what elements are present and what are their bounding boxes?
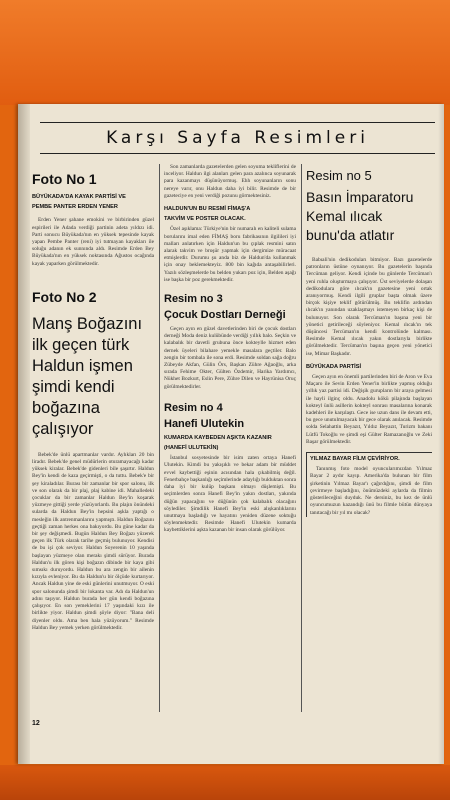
resim4-subheading-1: KUMARDA KAYBEDEN AŞKTA KAZANIR (164, 434, 272, 441)
col2-label-1: HALDUN'UN BU RESMİ FİMAŞ'A (164, 206, 251, 213)
col2-label-2: TAKVİM VE POSTER OLACAK. (164, 216, 246, 223)
yilmaz-bayar-text: Tanınmış foto model oyuncularımızdan Yılmaz Bayar 2 aydır kayıp. Amerika'da bulunan bir film şirketinin Yılmaz Bayar'ı çağırdığını, şimdi de film çevirmeye başladığını, önümüzdeki aylarda da filmin gösterileceğini duyduk. Ne dersiniz, bu kez de ünlü oyuncumuzun kazandığı ünü bu filmle bütün dünyaya tanıtacağı bir yıl mı olacak? (310, 466, 432, 516)
column-middle (164, 164, 296, 734)
resim4-text: İstanbul sosyetesinde bir isim zaten ortaya Hanefi Ulutekin. Kimdi bu yakışıklı ve bekar adam bir müddet evvel kaybettiği eşinin acısından hala çıkabilmiş değil. Fenerbahçe başkanlığı seçimlerinde adaylığı bulduktan sonra daha iyi bir kulüp başkanı olmayı düşlemişti. Bu seçimlerden sonra Hanefi Bey'in yakın dostları, yakında düğün yapacağını ve düğünün çok kalabalık olacağını söylediler. Şimdilik Hanefi Bey'in eski alışkanlıklarını unutmaya başladığı ve hayatını yeniden düzene soktuğu söylenmektedir. Resimde Hanefi Ulutekin kumarda kaybettiklerini aşkta kazanan bir insan olarak görülüyor. (164, 455, 296, 534)
resim5-text-2: Geçen ayın en önemli partilerinden biri de Aron ve Eva Maçaro ile Sevin Erden Yener'in birlikte yapmış olduğu yıllık yaz partisi idi. Değişik gurupların bir araya gelmesi ile hayli ilginç oldu. Anadolu kökü pilajında başlayan kokteyl ünlü asillerin kokteyl sonrası masalarına konarak kadehleri ile karşılaştı. Gece ise uzun dans ile devam etti, bu gece unutulmayacak bir gece olarak anılacak. Resimde solda Selahattin Beyazıt, Yıldız Beyazıt, Turizm bakanı Lütfü Tokoğlu ve şimdi eşi Gülter Ramazanoğlu ve Zeki Başar görülmektedir. (306, 374, 432, 445)
resim3-text: Geçen ayın en güzel davetlerinden biri de çocuk dostları derneği Moda deniz kulübünde verdiği yıllık balo. Seçkin ve kalabalık bir davetli grubuna önce kokteylle hizmet eden dernek üyeleri bilahare yemekle masalara geçtiler. Balo zengin bir tombala ile sona erdi. Resimde soldan sağa doğru Zübeyde Akfan, Gülin Örs, Başkan Zühre Ağaoğlu, arka sırada Fehime Okter, Gülten Özdemir, Harika Yardımcı, Nükhet Bozkurt, Eslin Pere, Zühre Dilen ve Hayrünisa Oruç görülmektedirler. (164, 326, 296, 390)
magazine-page (18, 104, 444, 764)
header-rule-top (40, 122, 435, 123)
resim5-heading: Resim no 5 (306, 168, 372, 183)
foto2-text: Bebek'de ünlü apartmanlar vardır. Aylıkları 20 bin liradır. Bebek'de genel müdürlerin oturamayacağı kadar yüksek kiralar. Bebek'de gidenleri bile şaşırtır. Haldun Bey'in kendi de kaza geçirmişti, o da tuttu. Bebek'e bir şey kiraladılar. Burası bir zamanlar bir spor salonu, ilk ve son olarak da bir plaj, plaj kabine idi. Mahalledeki çocuklar da bir zamanlar Haldun Bey'in koşarak yüzmeye gittiği yerde yüzüyorlardı. Bu plajın önündeki sularda da Haldun Bey'in hepsini aşkla yaptığı o mesleğin ilk antrenmanlarını yapmıştı. Haldun Boğazını geçtiği zaman herkes ona bakıyordu. Bu güne kadar da bir şey değişmedi. Bugün Haldun Bey Boğazı yüzerek geçen ilk Türk olarak tarihe geçmiş bulunuyor. Kendisi de bu işi çok seviyor. Haldun Soyerenin 10 yaşında başlayan yüzmeye olan merakı şimdi sürüyor. Burada Haldun'u ilk gören kişi boğazın dibinde bir kaya gibi sımsıkı duruyordu. Haldun bu ara zengin bir ailenin kızıyla evleniyor. Bu da Haldun'u bir ölçüde kurtarıyor. Ancak Haldun yine de eski günlerini unutmuyor. O eski spor salonunda şimdi bir lokanta var. Adı da Haldun'un adını taşıyor. Haldun burada her gün kendi boğazına çalışıyor. En son yemeklerini 17 yaşındaki kızı ile birlikte yiyor. Haldun şimdi şöyle diyor: "Bana deli diyenler oldu. Ama ben hala yüzüyorum." Resimde Haldun Bey yemek yerken görülmektedir. (32, 451, 154, 631)
resim5-headline: Basın İmparatoru Kemal ılıcak bunu'da atlatır (306, 189, 414, 243)
resim3-headline: Çocuk Dostları Derneği (164, 309, 286, 322)
foto1-subheading-1: BÜYÜKADA'DA KAYAK PARTİSİ VE (32, 194, 126, 200)
resim3-heading: Resim no 3 (164, 293, 223, 306)
resim4-heading: Resim no 4 (164, 401, 223, 414)
foto1-subheading-2: PEMBE PANTER ERDEN YENER (32, 204, 118, 211)
foto1-text: Erden Yener şahane emokini ve birbirinden güzel espirileri ile Adada verdiği partinin adeta yıldızı idi. Parti sonucu Büyükada'nın en yüksek tepesinde kayak yapan Pembe Panter (reni) iyi tutmayan kayakları ile soluğu adanın ek sunnında aldı. Resimde Erden Bey Büyükada'nın en yüksek noktasında Ağustos ocağında kayak yaparken görülmektedir. (32, 217, 154, 267)
page-number: 12 (32, 720, 40, 727)
foto1-heading: Foto No 1 (32, 171, 97, 187)
orange-background-bottom (0, 765, 450, 800)
col2-intro-text: Son zamanlarda gazetelerden gelen soyuma tekliflerini de inceliyor. Haldun ilgi alanları gelen para azalınca soyunarak para kazanmayı düşünüyormuş. Ehh soyunanların sonu nereye varır, onu Haldun daha iyi bilir. Resimde de bir gazeteciye en yeni verdiği pozunu görmektesiniz. (164, 164, 296, 199)
column-divider-2 (301, 164, 302, 712)
page-spine (18, 104, 30, 764)
resim5-label: BÜYÜKADA PARTİSİ (306, 363, 362, 370)
column-left (32, 160, 154, 715)
page-edge-shadow (438, 104, 444, 764)
resim5-text: Babıali'nin dedikoduları bitmiyor. Bazı gazetelerde patronların üstüne oynanıyor. Bu gazetelerin başında Tercüman geliyor. Kendi içinde bu günlerde Tercüman'ı yeni ruhla oluşturmaya çalışıyor. Üst seviyelerde dolaşan dedikodulara göre ılıcak'ın gazetesine yeni ortak aranıyormuş. Kendi ilgili gruplar başta olmak üzere birçok kişiye teklif götürülmüş. Bu teklifin ardından ılıcak'ın yanından uzaklaşmayı istemeyen birkaç kişi de bulunuyor. Son olarak Tercüman'ın başına yeni bir yönetici getirileceği söyleniyor. Kemal ılıcak'ın tek düşüncesi Tercüman'ın kendi kontrolünde kalması. Resimde Kemal ılıcak yakın dostlarıyla birlikte görülmektedir. Tercüman'ın başına geçen yeni yönetici ise, Mimar Başkadır. (306, 257, 432, 357)
column-right (306, 164, 432, 744)
foto2-headline: Manş Boğazını ilk geçen türk Haldun işmen şimdi kendi boğazına çalışıyor (32, 314, 143, 438)
col2-text: Özel aşıklama: Türkiye'nin bir numaralı en kaliteli sulama borularını imal eden FİMAŞ boru fabrikasının ilgilileri iyi malları anlatırken için Haldun'un bu çıplak resmini satın alarak takvim ve broşür yapmak için dergimize müracaat etmişlerdir. Durumu şu anda biz de Haldun'da kullanmak için onay beklemekteyiz. 800 bin kağıda antaşabilirleri. Yazılı sözleşmelerde bu belden yukarı poz için, Belden aşağı ise başka bir poz gerekmektedir. (164, 226, 296, 283)
resim4-headline: Hanefi Ulutekin (164, 417, 245, 430)
yilmaz-bayar-label: YILMAZ BAYAR FİLM ÇEVİRİYOR. (310, 456, 400, 463)
orange-background (0, 0, 450, 105)
resim4-subheading-2: (HANEFİ ULUTEKİN) (164, 445, 219, 452)
column-divider-1 (159, 164, 160, 712)
page-header-title: Karşı Sayfa Resimleri (106, 128, 369, 148)
header-rule-bottom (40, 153, 435, 154)
yilmaz-bayar-box (306, 452, 432, 517)
foto2-heading: Foto No 2 (32, 288, 97, 305)
